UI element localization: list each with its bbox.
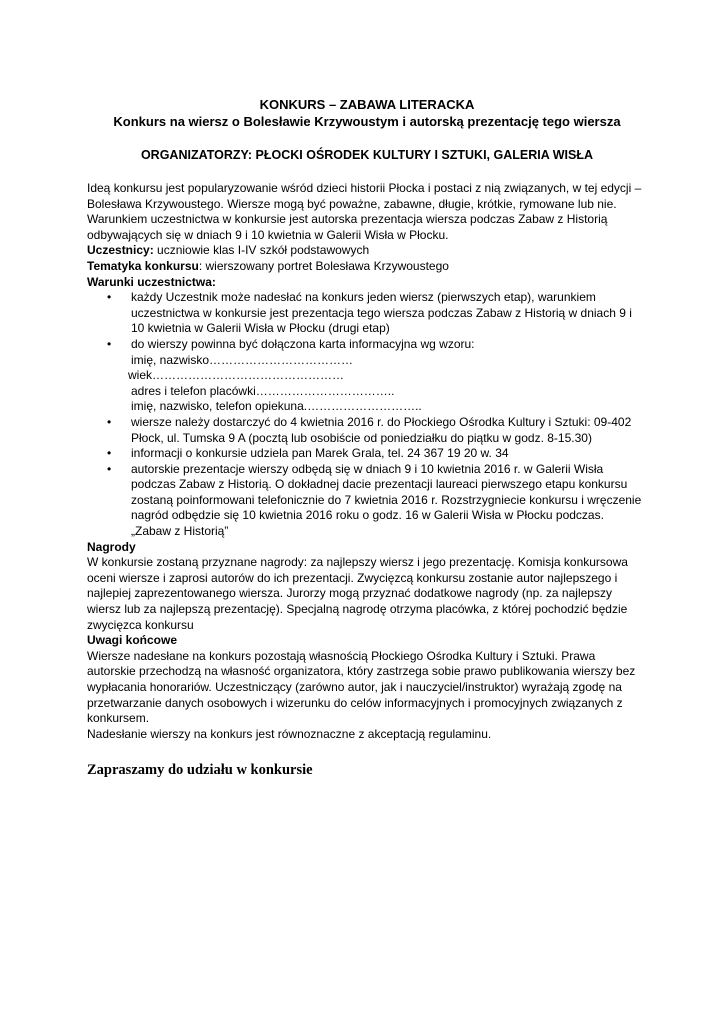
awards-heading: Nagrody xyxy=(87,539,136,554)
form-line-age: wiek………………………………………… xyxy=(128,368,345,383)
condition-item: • wiersze należy dostarczyć do 4 kwietnia 2016 r. do Płockiego Ośrodka Kultury i Sztuki: 09-402 Płock, ul. Tumska 9 A (pocztą lub osobiście od poniedziałku do piątku w godz. 8-15.30) xyxy=(87,415,647,446)
conditions-list xyxy=(87,290,647,540)
theme-line xyxy=(87,259,647,275)
closing-invitation: Zapraszamy do udziału w konkursie xyxy=(87,762,313,779)
condition-item-text: do wierszy powinna być dołączona karta informacyjna wg wzoru: xyxy=(131,336,475,351)
remarks-heading: Uwagi końcowe xyxy=(87,633,178,648)
title-line-2: Konkurs na wiersz o Bolesławie Krzywoustym i autorską prezentację tego wiersza xyxy=(113,114,621,129)
participants-label: Uczestnicy: xyxy=(87,243,154,258)
acceptance-text: Nadesłanie wierszy na konkurs jest równoznaczne z akceptacją regulaminu. xyxy=(87,726,492,741)
participants-line xyxy=(87,243,647,259)
condition-item: • informacji o konkursie udziela pan Marek Grala, tel. 24 367 19 20 w. 34 xyxy=(87,446,647,462)
participants-value: uczniowie klas I-IV szkół podstawowych xyxy=(153,243,370,258)
intro-paragraph: Ideą konkursu jest popularyzowanie wśród dzieci historii Płocka i postaci z nią związanych, w tej edycji – Bolesława Krzywoustego. Wiersze mogą być poważne, zabawne, długie, krótkie, rymowane lub nie. Warunkiem uczestnictwa w konkursie jest autorska prezentacja wiersza podczas Zabaw z Historią odbywających się w dniach 9 i 10 kwietnia w Galerii Wisła w Płocku. xyxy=(87,181,642,242)
document-title xyxy=(87,96,647,130)
remarks-text: Wiersze nadesłane na konkurs pozostają własnością Płockiego Ośrodka Kultury i Sztuki. Prawa autorskie przechodzą na własność organizatora, który zastrzega sobie prawo publikowania wierszy bez wypłacania honorariów. Uczestniczący (zarówno autor, jak i nauczyciel/instruktor) wyrażają zgodę na przetwarzanie danych osobowych i wizerunku do celów informacyjnych i promocyjnych związanych z konkursem. xyxy=(87,648,636,726)
form-line-address: adres i telefon placówki…………………………….. xyxy=(131,383,395,398)
condition-item xyxy=(87,337,647,415)
theme-label: Tematyka konkursu xyxy=(87,258,199,273)
condition-item: • autorskie prezentacje wierszy odbędą się w dniach 9 i 10 kwietnia 2016 r. w Galerii Wisła podczas Zabaw z Historią. O dokładnej dacie prezentacji laureaci pierwszego etapu konkursu zostaną poinformowani telefonicznie do 7 kwietnia 2016 r. Rozstrzygniecie konkursu i wręczenie nagród odbędzie się 10 kwietnia 2016 roku o godz. 16 w Galerii Wisła w Płocku podczas. „Zabaw z Historią” xyxy=(87,462,647,540)
theme-value: : wierszowany portret Bolesława Krzywoustego xyxy=(198,258,449,273)
form-line-guardian: imię, nazwisko, telefon opiekuna.……………………….. xyxy=(131,399,422,414)
awards-text: W konkursie zostaną przyznane nagrody: za najlepszy wiersz i jego prezentację. Komisja konkursowa oceni wiersze i zaprosi autorów do ich prezentacji. Zwycięzcą konkursu zostanie autor najlepszego i najlepiej zaprezentowanego wiersza. Jurorzy mogą przyznać dodatkowe nagrody (np. za najlepszy wiersz lub za najlepszą prezentację). Specjalną nagrodę otrzyma placówka, z której pochodzić będzie zwycięzca konkursu xyxy=(87,555,628,632)
conditions-heading: Warunki uczestnictwa: xyxy=(87,274,216,289)
form-line-name: imię, nazwisko……………………………… xyxy=(131,352,354,367)
document-page xyxy=(87,96,647,779)
organizers-heading: ORGANIZATORZY: PŁOCKI OŚRODEK KULTURY I SZTUKI, GALERIA WISŁA xyxy=(140,148,594,162)
condition-item: • każdy Uczestnik może nadesłać na konkurs jeden wiersz (pierwszych etap), warunkiem uczestnictwa w konkursie jest prezentacja tego wiersza podczas Zabaw z Historią w dniach 9 i 10 kwietnia w Galerii Wisła w Płocku (drugi etap) xyxy=(87,290,647,337)
title-line-1: KONKURS – ZABAWA LITERACKA xyxy=(259,97,475,112)
